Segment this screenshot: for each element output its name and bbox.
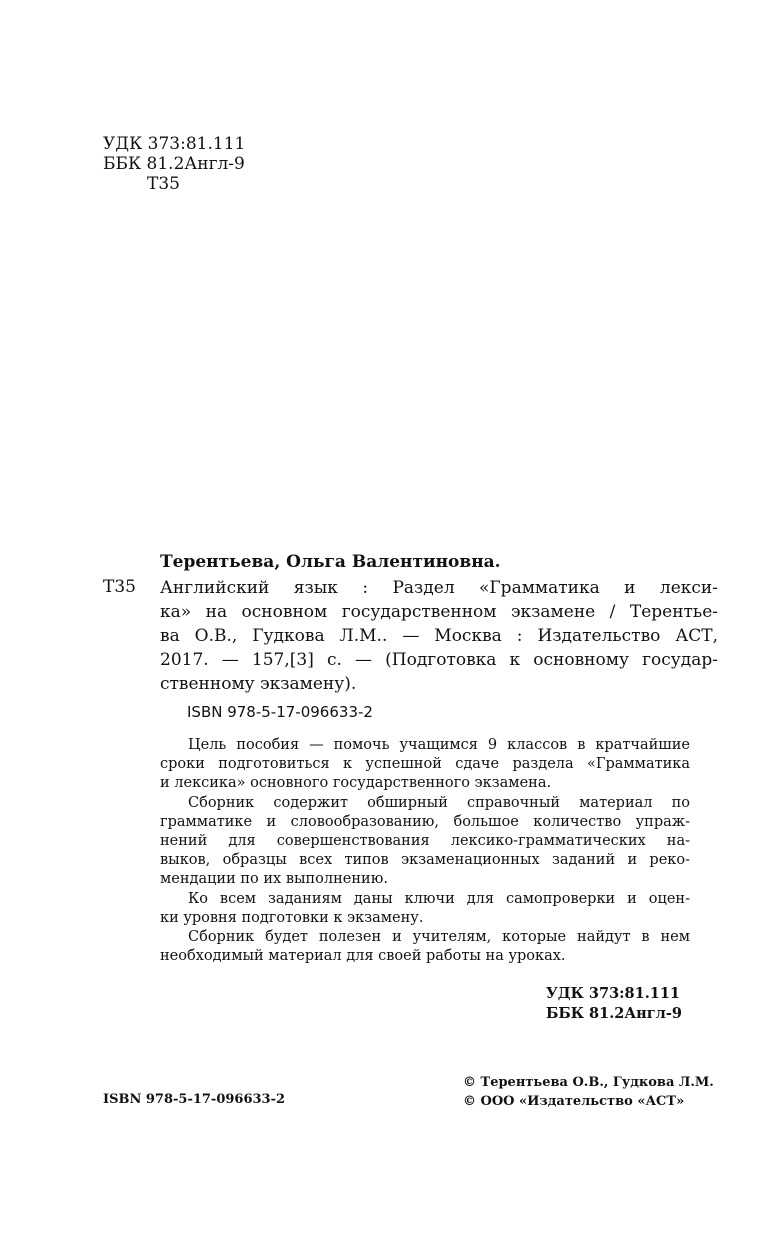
copyright-publisher: © ООО «Издательство «АСТ» <box>463 1094 685 1109</box>
biblio-line: 2017. — 157,[3] с. — (Подготовка к основному государ- <box>160 650 718 670</box>
bbk-code: ББК 81.2Англ-9 <box>103 154 245 174</box>
annotation-line: сроки подготовиться к успешной сдаче раздела «Грамматика <box>160 756 690 773</box>
author-mark: Т35 <box>147 174 180 194</box>
annotation-line: Сборник содержит обширный справочный материал по <box>188 794 690 811</box>
annotation-line: Цель пособия — помочь учащимся 9 классов в кратчайшие <box>188 737 690 753</box>
biblio-line: ка» на основном государственном экзамене / Терентье- <box>160 602 718 622</box>
isbn-bottom: ISBN 978-5-17-096633-2 <box>103 1092 286 1107</box>
udk-code-bottom: УДК 373:81.111 <box>546 985 681 1002</box>
annotation-line: Ко всем заданиям даны ключи для самопроверки и оцен- <box>188 890 690 907</box>
biblio-line: Английский язык : Раздел «Грамматика и лекси- <box>160 578 718 598</box>
author-mark-side: Т35 <box>103 577 136 597</box>
copyright-authors: © Терентьева О.В., Гудкова Л.М. <box>463 1075 714 1090</box>
classification-codes <box>103 134 245 194</box>
bottom-classification-codes <box>546 984 682 1024</box>
copyright-block <box>463 1073 714 1111</box>
biblio-line: ва О.В., Гудкова Л.М.. — Москва : Издательство АСТ, <box>160 626 718 646</box>
isbn: ISBN 978-5-17-096633-2 <box>187 703 373 721</box>
annotation-line: грамматике и словообразованию, большое количество упраж- <box>160 813 690 830</box>
author-heading: Терентьева, Ольга Валентиновна. <box>160 552 501 572</box>
udk-code: УДК 373:81.111 <box>103 134 246 154</box>
annotation-line: мендации по их выполнению. <box>160 871 388 888</box>
annotation-line: и лексика» основного государственного экзамена. <box>160 775 552 792</box>
annotation-line: выков, образцы всех типов экзаменационных заданий и реко- <box>160 852 690 869</box>
annotation <box>160 736 690 966</box>
bbk-code-bottom: ББК 81.2Англ-9 <box>546 1005 682 1022</box>
annotation-line: нений для совершенствования лексико-грамматических на- <box>160 833 690 850</box>
annotation-line: ки уровня подготовки к экзамену. <box>160 909 424 926</box>
annotation-line: необходимый материал для своей работы на уроках. <box>160 948 566 965</box>
biblio-line: ственному экзамену). <box>160 674 357 694</box>
annotation-line: Сборник будет полезен и учителям, которые найдут в нем <box>188 929 690 946</box>
bibliographic-description <box>160 576 718 696</box>
